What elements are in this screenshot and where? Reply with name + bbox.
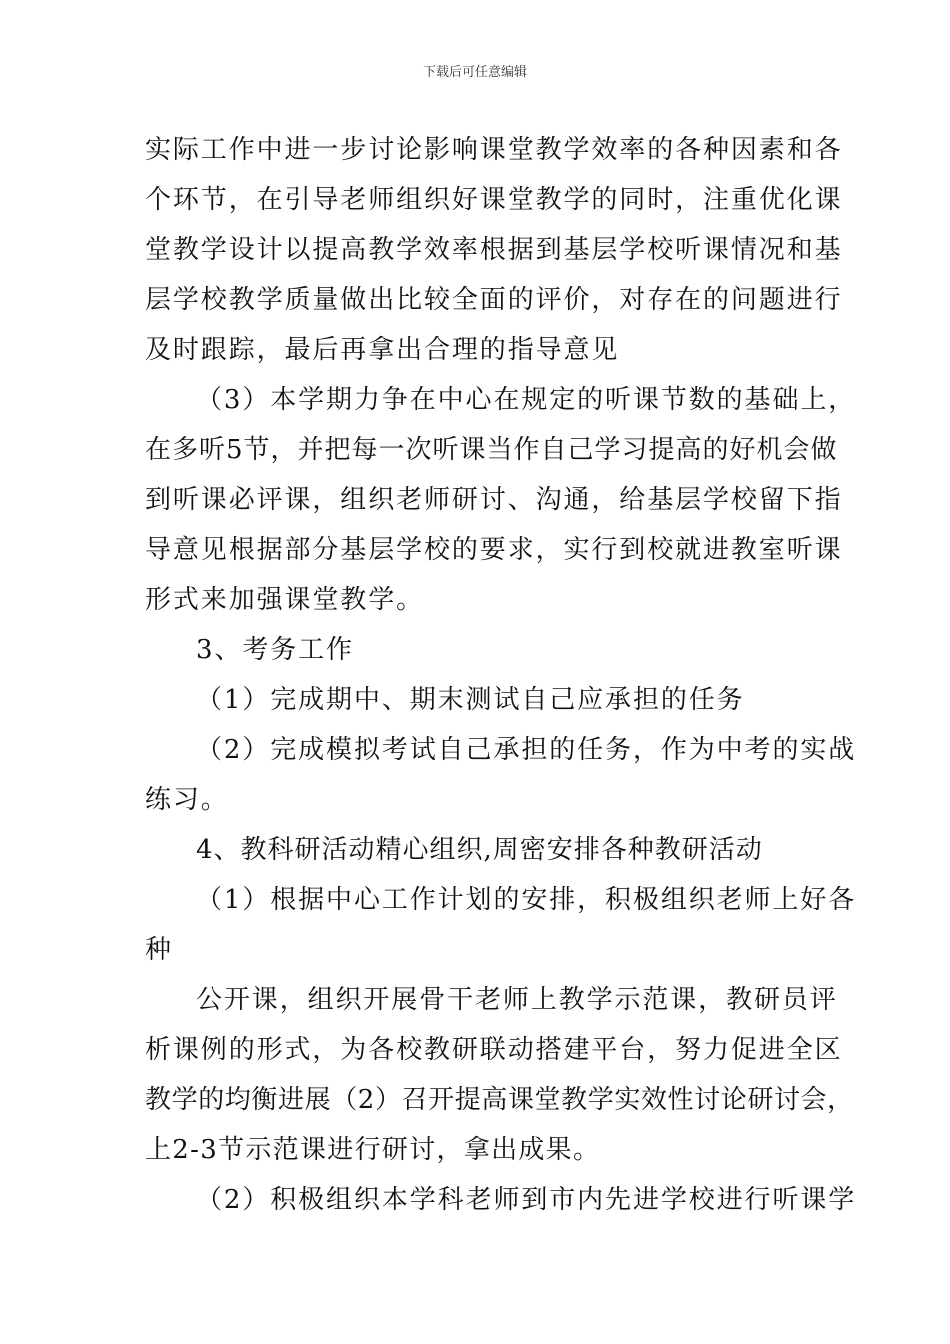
text-line: 种 — [145, 935, 173, 965]
text-line: 实际工作中进一步讨论影响课堂教学效率的各种因素和各 — [145, 135, 843, 165]
text-line: 4、教科研活动精心组织,周密安排各种教研活动 — [196, 835, 763, 865]
text-line: 3、考务工作 — [196, 635, 354, 665]
text-line: 在多听5节，并把每一次听课当作自己学习提高的好机会做 — [145, 435, 838, 465]
text-line: 层学校教学质量做出比较全面的评价，对存在的问题进行 — [145, 285, 843, 315]
text-line: 导意见根据部分基层学校的要求，实行到校就进教室听课 — [145, 535, 843, 565]
text-line: 及时跟踪，最后再拿出合理的指导意见 — [145, 335, 620, 365]
text-line: （3）本学期力争在中心在规定的听课节数的基础上， — [196, 385, 857, 415]
text-line: 析课例的形式，为各校教研联动搭建平台，努力促进全区 — [145, 1035, 843, 1065]
page-header: 下载后可任意编辑 — [422, 65, 527, 80]
text-line: （2）完成模拟考试自己承担的任务，作为中考的实战 — [196, 735, 857, 765]
text-line: （1）根据中心工作计划的安排，积极组织老师上好各 — [196, 885, 857, 915]
text-line: 上2-3节示范课进行研讨，拿出成果。 — [145, 1135, 601, 1165]
text-line: （1）完成期中、期末测试自己应承担的任务 — [196, 685, 745, 715]
text-line: （2）积极组织本学科老师到市内先进学校进行听课学 — [196, 1185, 857, 1215]
text-line: 到听课必评课，组织老师研讨、沟通，给基层学校留下指 — [145, 485, 843, 515]
text-line: 个环节，在引导老师组织好课堂教学的同时，注重优化课 — [145, 185, 843, 215]
text-line: 公开课，组织开展骨干老师上教学示范课，教研员评 — [196, 985, 838, 1015]
text-line: 堂教学设计以提高教学效率根据到基层学校听课情况和基 — [145, 235, 843, 265]
text-line: 形式来加强课堂教学。 — [145, 585, 425, 615]
text-line: 教学的均衡进展（2）召开提高课堂教学实效性讨论研讨会， — [145, 1085, 854, 1115]
text-line: 练习。 — [145, 785, 229, 815]
